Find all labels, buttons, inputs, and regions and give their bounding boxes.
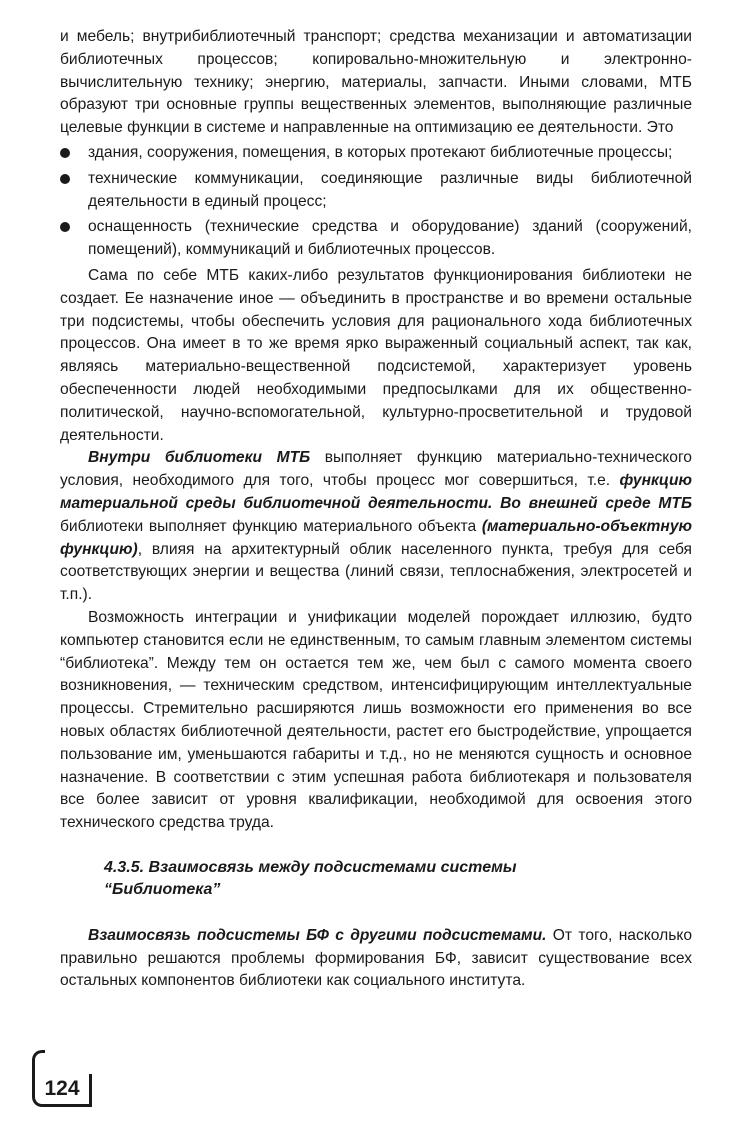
section-heading-line: “Библиотека” bbox=[104, 880, 221, 898]
list-item bbox=[60, 168, 692, 214]
section-heading bbox=[104, 857, 692, 901]
list-item bbox=[60, 142, 692, 165]
body-text: библиотеки выполняет функцию материального объекта bbox=[60, 517, 482, 535]
list-item-text: здания, сооружения, помещения, в которых протекают библиотечные процессы; bbox=[88, 143, 673, 161]
page-number: 124 bbox=[32, 1074, 92, 1107]
body-text: выполняет функцию материально-технического условия, необходимого для того, чтобы процесс мог совершиться, т.е. bbox=[60, 449, 692, 490]
body-text: , влияя на архитектурный облик населенного пункта, требуя для себя соответствующих энергии и вещества (линий связи, теплоснабжения, электросетей и т.п.). bbox=[60, 540, 692, 604]
paragraph-mtb-purpose: Сама по себе МТБ каких-либо результатов функционирования библиотеки не создает. Ее назначение иное — объединить в пространстве и во времени остальные три подсистемы, чтобы обеспечить условия для рационального хода библиотечных процессов. Она имеет в то же время ярко выраженный социальный аспект, так как, являясь материально-вещественной подсистемой, характеризует уровень обеспеченности людей необходимыми предпосылками для их общественно-политической, научно-вспомогательной, культурно-просветительной и трудовой деятельности. bbox=[60, 266, 692, 444]
bullet-icon bbox=[60, 222, 70, 232]
bullet-icon bbox=[60, 148, 70, 158]
paragraph-computer: Возможность интеграции и унификации моделей порождает иллюзию, будто компьютер становится если не единственным, то самым главным элементом системы “библиотека”. Между тем он остается тем же, чем был с самого момента своего возникновения, — техническим средством, интенсифицирующим интеллектуальные процессы. Стремительно расширяются лишь возможности его применения во все новых областях библиотечной деятельности, растет его быстродействие, упрощается пользование им, уменьшаются габариты и т.д., но не меняются сущность и основное назначение. В соответствии с этим успешная работа библиотекаря и пользователя все более зависит от уровня квалификации, необходимой для освоения этого технического средства труда. bbox=[60, 608, 692, 832]
body-text: От того, насколько правильно решаются проблемы формирования БФ, зависит существование всех остальных компонентов библиотеки как социального института. bbox=[60, 926, 692, 990]
paragraph-bf-relation bbox=[60, 925, 692, 993]
emphasis-text: функцию материальной среды библиотечной деятельности. Во внешней среде МТБ bbox=[60, 472, 692, 512]
bullet-list bbox=[60, 142, 692, 262]
list-item-text: оснащенность (технические средства и оборудование) зданий (сооружений, помещений), коммуникаций и библиотечных процессов. bbox=[88, 218, 692, 259]
emphasis-text: (материально-объектную функцию) bbox=[60, 517, 692, 558]
list-item bbox=[60, 216, 692, 262]
section-heading-line: 4.3.5. Взаимосвязь между подсистемами системы bbox=[104, 858, 517, 876]
emphasis-text: Взаимосвязь подсистемы БФ с другими подсистемами. bbox=[88, 926, 547, 944]
emphasis-text: Внутри библиотеки МТБ bbox=[88, 449, 311, 467]
intro-paragraph: и мебель; внутрибиблиотечный транспорт; средства механизации и автоматизации библиотечных процессов; копировально-множительную и электронно-вычислительную технику; энергию, материалы, запчасти. Иными словами, МТБ образуют три основные группы вещественных элементов, выполняющие различные целевые функции в системе и направленные на оптимизацию ее деятельности. Это bbox=[60, 28, 692, 137]
list-item-text: технические коммуникации, соединяющие различные виды библиотечной деятельности в единый процесс; bbox=[88, 169, 692, 210]
paragraph-mtb-functions bbox=[60, 447, 692, 607]
page-body bbox=[60, 26, 692, 993]
bullet-icon bbox=[60, 174, 70, 184]
